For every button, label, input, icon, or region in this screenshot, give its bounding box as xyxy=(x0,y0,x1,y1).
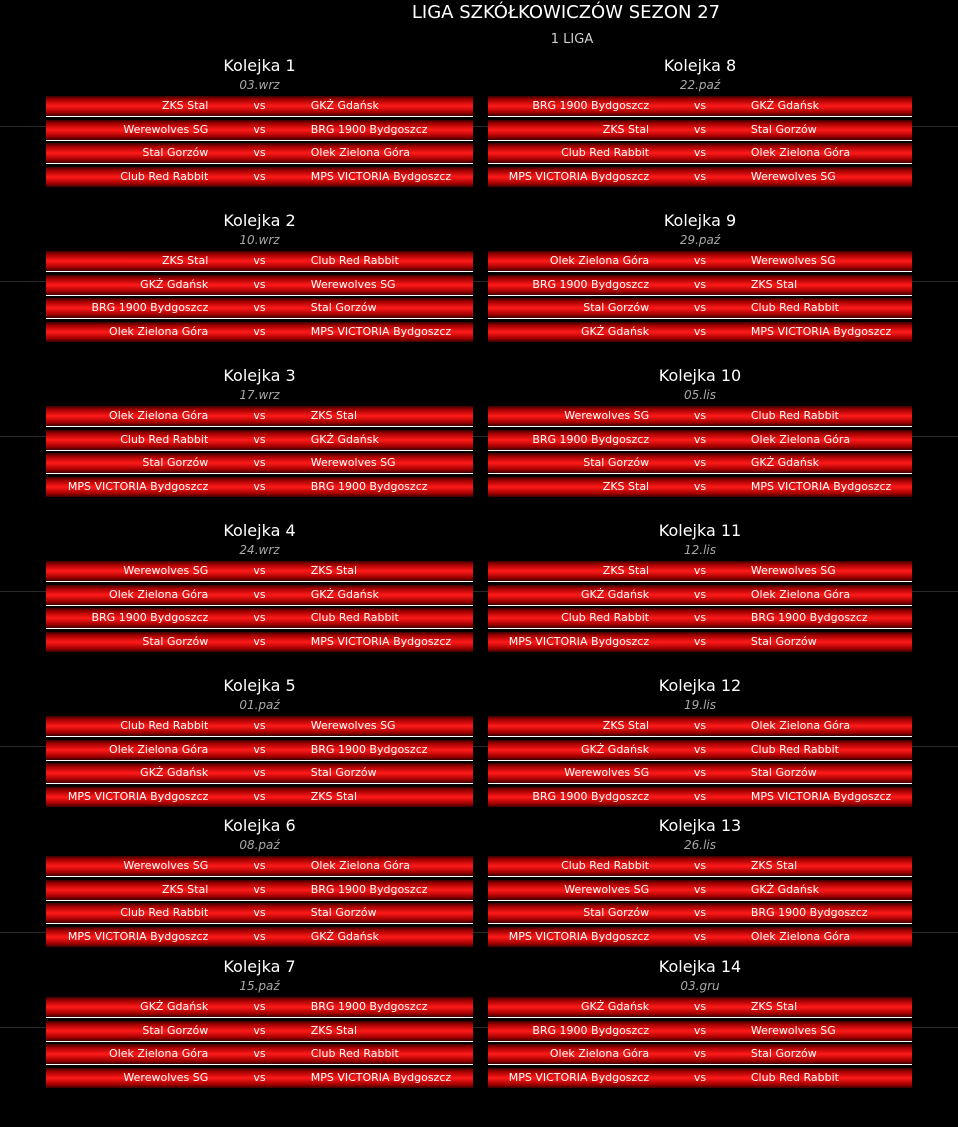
away-team: BRG 1900 Bydgoszcz xyxy=(310,480,428,494)
away-team: Club Red Rabbit xyxy=(750,1071,839,1085)
round-title: Kolejka 14 xyxy=(658,957,742,976)
away-team: Club Red Rabbit xyxy=(310,1047,399,1061)
match-row xyxy=(46,322,473,342)
vs-label: vs xyxy=(693,170,707,184)
round-title: Kolejka 8 xyxy=(663,56,737,75)
away-team: Club Red Rabbit xyxy=(750,301,839,315)
away-team: BRG 1900 Bydgoszcz xyxy=(310,1000,428,1013)
vs-label: vs xyxy=(253,930,266,944)
round-date: 24.wrz xyxy=(239,543,280,557)
round-9 xyxy=(488,211,912,345)
vs-label: vs xyxy=(253,882,266,896)
vs-label: vs xyxy=(253,325,266,339)
vs-label: vs xyxy=(693,906,707,920)
home-team: MPS VICTORIA Bydgoszcz xyxy=(508,1071,650,1085)
match-row xyxy=(46,167,473,187)
home-team: Club Red Rabbit xyxy=(120,906,209,920)
vs-label: vs xyxy=(693,409,707,422)
away-team: Werewolves SG xyxy=(750,1023,836,1037)
round-date: 26.lis xyxy=(683,838,716,852)
match-row xyxy=(46,716,473,737)
home-team: Club Red Rabbit xyxy=(561,859,650,872)
away-team: Werewolves SG xyxy=(750,564,836,577)
home-team: BRG 1900 Bydgoszcz xyxy=(532,99,650,112)
vs-label: vs xyxy=(693,564,707,577)
match-row xyxy=(488,585,912,606)
match-row xyxy=(46,632,473,652)
away-team: Olek Zielona Góra xyxy=(750,587,851,601)
match-row xyxy=(488,251,912,272)
match-row xyxy=(46,406,473,427)
match-row xyxy=(488,740,912,761)
home-team: Club Red Rabbit xyxy=(561,146,650,160)
match-row xyxy=(488,453,912,474)
home-team: Stal Gorzów xyxy=(142,456,209,470)
vs-label: vs xyxy=(253,409,266,422)
vs-label: vs xyxy=(693,882,707,896)
home-team: BRG 1900 Bydgoszcz xyxy=(532,790,650,804)
home-team: ZKS Stal xyxy=(161,254,209,267)
away-team: Olek Zielona Góra xyxy=(750,432,851,446)
away-team: BRG 1900 Bydgoszcz xyxy=(310,122,428,136)
match-row xyxy=(488,561,912,582)
away-team: GKŻ Gdańsk xyxy=(750,99,819,112)
away-team: Werewolves SG xyxy=(750,170,836,184)
vs-label: vs xyxy=(253,170,266,184)
away-team: Club Red Rabbit xyxy=(310,611,399,625)
match-row xyxy=(46,997,473,1018)
round-11 xyxy=(488,521,912,655)
round-title: Kolejka 3 xyxy=(223,366,296,385)
away-team: Werewolves SG xyxy=(310,277,396,291)
round-title: Kolejka 4 xyxy=(223,521,296,540)
vs-label: vs xyxy=(253,432,266,446)
away-team: GKŻ Gdańsk xyxy=(750,882,819,896)
vs-label: vs xyxy=(693,277,707,291)
away-team: Stal Gorzów xyxy=(750,635,817,649)
match-list xyxy=(46,251,473,342)
home-team: ZKS Stal xyxy=(602,480,650,494)
home-team: BRG 1900 Bydgoszcz xyxy=(532,1023,650,1037)
round-title: Kolejka 5 xyxy=(223,676,296,695)
round-date: 10.wrz xyxy=(239,233,280,247)
round-date: 03.gru xyxy=(680,979,720,993)
away-team: GKŻ Gdańsk xyxy=(310,587,379,601)
match-row xyxy=(46,251,473,272)
vs-label: vs xyxy=(253,1047,266,1061)
match-row xyxy=(46,1021,473,1042)
vs-label: vs xyxy=(693,325,707,339)
home-team: ZKS Stal xyxy=(602,564,650,577)
match-row xyxy=(488,143,912,164)
home-team: Olek Zielona Góra xyxy=(109,742,209,756)
home-team: GKŻ Gdańsk xyxy=(581,587,650,601)
home-team: Club Red Rabbit xyxy=(120,432,209,446)
home-team: GKŻ Gdańsk xyxy=(581,325,650,339)
home-team: Club Red Rabbit xyxy=(120,719,209,732)
away-team: GKŻ Gdańsk xyxy=(310,99,379,112)
match-row xyxy=(46,585,473,606)
home-team: ZKS Stal xyxy=(161,882,209,896)
away-team: BRG 1900 Bydgoszcz xyxy=(750,611,868,625)
match-row xyxy=(46,903,473,924)
round-2 xyxy=(46,211,473,345)
vs-label: vs xyxy=(253,766,266,780)
away-team: Club Red Rabbit xyxy=(750,409,839,422)
page-title: LIGA SZKÓŁKOWICZÓW SEZON 27 xyxy=(411,2,721,23)
vs-label: vs xyxy=(253,611,266,625)
round-date: 05.lis xyxy=(683,388,716,402)
vs-label: vs xyxy=(253,254,266,267)
match-row xyxy=(488,903,912,924)
match-row xyxy=(46,856,473,877)
away-team: GKŻ Gdańsk xyxy=(310,432,379,446)
vs-label: vs xyxy=(693,432,707,446)
away-team: MPS VICTORIA Bydgoszcz xyxy=(750,790,892,804)
match-row xyxy=(488,1021,912,1042)
vs-label: vs xyxy=(253,587,266,601)
match-row xyxy=(46,96,473,117)
match-row xyxy=(46,1044,473,1065)
away-team: Stal Gorzów xyxy=(310,766,377,780)
match-row xyxy=(46,740,473,761)
home-team: GKŻ Gdańsk xyxy=(581,742,650,756)
vs-label: vs xyxy=(253,790,266,804)
match-list xyxy=(488,561,912,652)
league-subtitle: 1 LIGA xyxy=(550,32,594,47)
round-title: Kolejka 12 xyxy=(658,676,742,695)
away-team: MPS VICTORIA Bydgoszcz xyxy=(310,325,452,339)
match-row xyxy=(488,322,912,342)
away-team: ZKS Stal xyxy=(310,564,358,577)
home-team: Stal Gorzów xyxy=(583,301,650,315)
away-team: Stal Gorzów xyxy=(310,301,377,315)
match-row xyxy=(488,477,912,497)
home-team: MPS VICTORIA Bydgoszcz xyxy=(508,930,650,944)
away-team: Stal Gorzów xyxy=(750,122,817,136)
match-row xyxy=(488,608,912,629)
vs-label: vs xyxy=(693,587,707,601)
home-team: Werewolves SG xyxy=(564,409,650,422)
away-team: Olek Zielona Góra xyxy=(750,146,851,160)
away-team: Werewolves SG xyxy=(750,254,836,267)
vs-label: vs xyxy=(693,456,707,470)
round-date: 19.lis xyxy=(683,698,716,712)
match-row xyxy=(488,856,912,877)
match-list xyxy=(488,716,912,807)
round-date: 29.paź xyxy=(679,233,721,247)
match-row xyxy=(488,927,912,947)
match-row xyxy=(488,430,912,451)
round-12 xyxy=(488,676,912,810)
home-team: Olek Zielona Góra xyxy=(549,1047,650,1061)
home-team: Olek Zielona Góra xyxy=(109,1047,209,1061)
vs-label: vs xyxy=(693,1000,707,1013)
vs-label: vs xyxy=(693,719,707,732)
vs-label: vs xyxy=(253,1071,266,1085)
match-list xyxy=(46,561,473,652)
vs-label: vs xyxy=(253,635,266,649)
away-team: Olek Zielona Góra xyxy=(750,930,851,944)
away-team: MPS VICTORIA Bydgoszcz xyxy=(310,1071,452,1085)
away-team: BRG 1900 Bydgoszcz xyxy=(750,906,868,920)
match-row xyxy=(46,787,473,807)
round-title: Kolejka 6 xyxy=(223,816,296,835)
home-team: Werewolves SG xyxy=(123,122,209,136)
home-team: Werewolves SG xyxy=(123,564,209,577)
home-team: GKŻ Gdańsk xyxy=(581,1000,650,1013)
vs-label: vs xyxy=(253,564,266,577)
vs-label: vs xyxy=(253,742,266,756)
match-row xyxy=(46,143,473,164)
home-team: ZKS Stal xyxy=(602,122,650,136)
home-team: Club Red Rabbit xyxy=(561,611,650,625)
home-team: Olek Zielona Góra xyxy=(109,409,209,422)
match-list xyxy=(488,406,912,497)
away-team: Stal Gorzów xyxy=(750,1047,817,1061)
away-team: Werewolves SG xyxy=(310,456,396,470)
match-row xyxy=(488,406,912,427)
round-1 xyxy=(46,56,473,190)
vs-label: vs xyxy=(693,480,707,494)
away-team: Werewolves SG xyxy=(310,719,396,732)
home-team: BRG 1900 Bydgoszcz xyxy=(91,611,209,625)
vs-label: vs xyxy=(693,254,707,267)
round-5 xyxy=(46,676,473,810)
away-team: ZKS Stal xyxy=(750,859,798,872)
match-row xyxy=(488,298,912,319)
match-list xyxy=(488,251,912,342)
match-list xyxy=(46,406,473,497)
match-row xyxy=(488,120,912,141)
match-list xyxy=(488,856,912,947)
away-team: Olek Zielona Góra xyxy=(310,859,410,872)
round-10 xyxy=(488,366,912,500)
vs-label: vs xyxy=(253,99,266,112)
match-row xyxy=(46,608,473,629)
home-team: BRG 1900 Bydgoszcz xyxy=(532,277,650,291)
vs-label: vs xyxy=(693,1071,707,1085)
away-team: Olek Zielona Góra xyxy=(750,719,851,732)
round-date: 01.paź xyxy=(239,698,280,712)
match-row xyxy=(46,275,473,296)
match-row xyxy=(488,880,912,901)
vs-label: vs xyxy=(693,301,707,315)
away-team: ZKS Stal xyxy=(750,277,798,291)
home-team: Olek Zielona Góra xyxy=(549,254,650,267)
vs-label: vs xyxy=(253,146,266,160)
home-team: Club Red Rabbit xyxy=(120,170,209,184)
match-list xyxy=(46,997,473,1088)
away-team: BRG 1900 Bydgoszcz xyxy=(310,882,428,896)
round-date: 12.lis xyxy=(683,543,716,557)
round-8 xyxy=(488,56,912,190)
match-row xyxy=(488,716,912,737)
round-date: 03.wrz xyxy=(239,78,280,92)
round-6 xyxy=(46,816,473,950)
home-team: Stal Gorzów xyxy=(583,906,650,920)
match-row xyxy=(488,763,912,784)
round-title: Kolejka 9 xyxy=(663,211,737,230)
round-7 xyxy=(46,957,473,1091)
match-list xyxy=(488,997,912,1088)
match-row xyxy=(46,298,473,319)
round-title: Kolejka 7 xyxy=(223,957,296,976)
vs-label: vs xyxy=(693,930,707,944)
match-row xyxy=(46,1068,473,1088)
vs-label: vs xyxy=(693,1047,707,1061)
vs-label: vs xyxy=(253,719,266,732)
round-date: 17.wrz xyxy=(239,388,280,402)
vs-label: vs xyxy=(693,742,707,756)
home-team: Werewolves SG xyxy=(564,882,650,896)
round-3 xyxy=(46,366,473,500)
match-row xyxy=(488,632,912,652)
home-team: MPS VICTORIA Bydgoszcz xyxy=(67,480,209,494)
home-team: Werewolves SG xyxy=(123,1071,209,1085)
vs-label: vs xyxy=(693,611,707,625)
match-row xyxy=(46,880,473,901)
home-team: Stal Gorzów xyxy=(142,146,209,160)
match-row xyxy=(488,1068,912,1088)
away-team: Stal Gorzów xyxy=(750,766,817,780)
away-team: ZKS Stal xyxy=(750,1000,798,1013)
vs-label: vs xyxy=(693,790,707,804)
vs-label: vs xyxy=(253,301,266,315)
vs-label: vs xyxy=(253,906,266,920)
match-list xyxy=(488,96,912,187)
match-row xyxy=(46,561,473,582)
round-13 xyxy=(488,816,912,950)
home-team: Werewolves SG xyxy=(123,859,209,872)
vs-label: vs xyxy=(693,1023,707,1037)
match-row xyxy=(46,763,473,784)
away-team: MPS VICTORIA Bydgoszcz xyxy=(750,325,892,339)
vs-label: vs xyxy=(253,456,266,470)
away-team: BRG 1900 Bydgoszcz xyxy=(310,742,428,756)
match-row xyxy=(488,167,912,187)
home-team: Olek Zielona Góra xyxy=(109,325,209,339)
home-team: Stal Gorzów xyxy=(583,456,650,470)
vs-label: vs xyxy=(253,480,266,494)
away-team: GKŻ Gdańsk xyxy=(750,456,819,470)
vs-label: vs xyxy=(253,859,266,872)
match-row xyxy=(46,430,473,451)
home-team: ZKS Stal xyxy=(602,719,650,732)
vs-label: vs xyxy=(253,1000,266,1013)
home-team: Stal Gorzów xyxy=(142,1023,209,1037)
match-row xyxy=(46,477,473,497)
round-14 xyxy=(488,957,912,1091)
away-team: Stal Gorzów xyxy=(310,906,377,920)
match-row xyxy=(488,1044,912,1065)
match-row xyxy=(488,275,912,296)
away-team: ZKS Stal xyxy=(310,1023,358,1037)
away-team: ZKS Stal xyxy=(310,409,358,422)
vs-label: vs xyxy=(253,277,266,291)
vs-label: vs xyxy=(253,1023,266,1037)
match-row xyxy=(46,453,473,474)
match-row xyxy=(488,787,912,807)
home-team: BRG 1900 Bydgoszcz xyxy=(91,301,209,315)
round-title: Kolejka 1 xyxy=(223,56,296,75)
home-team: MPS VICTORIA Bydgoszcz xyxy=(508,170,650,184)
vs-label: vs xyxy=(253,122,266,136)
away-team: Olek Zielona Góra xyxy=(310,146,410,160)
match-list xyxy=(46,96,473,187)
match-row xyxy=(488,96,912,117)
away-team: ZKS Stal xyxy=(310,790,358,804)
round-date: 15.paź xyxy=(239,979,280,993)
vs-label: vs xyxy=(693,146,707,160)
round-title: Kolejka 13 xyxy=(658,816,742,835)
away-team: MPS VICTORIA Bydgoszcz xyxy=(310,170,452,184)
round-title: Kolejka 2 xyxy=(223,211,296,230)
vs-label: vs xyxy=(693,635,707,649)
match-row xyxy=(46,120,473,141)
match-row xyxy=(46,927,473,947)
round-date: 22.paź xyxy=(679,78,721,92)
match-list xyxy=(46,856,473,947)
home-team: GKŻ Gdańsk xyxy=(140,1000,209,1013)
home-team: Olek Zielona Góra xyxy=(109,587,209,601)
vs-label: vs xyxy=(693,766,707,780)
away-team: Club Red Rabbit xyxy=(750,742,839,756)
home-team: GKŻ Gdańsk xyxy=(140,277,209,291)
away-team: Club Red Rabbit xyxy=(310,254,399,267)
round-4 xyxy=(46,521,473,655)
match-list xyxy=(46,716,473,807)
home-team: GKŻ Gdańsk xyxy=(140,766,209,780)
away-team: MPS VICTORIA Bydgoszcz xyxy=(750,480,892,494)
home-team: MPS VICTORIA Bydgoszcz xyxy=(508,635,650,649)
match-row xyxy=(488,997,912,1018)
away-team: MPS VICTORIA Bydgoszcz xyxy=(310,635,452,649)
vs-label: vs xyxy=(693,122,707,136)
home-team: MPS VICTORIA Bydgoszcz xyxy=(67,930,209,944)
away-team: GKŻ Gdańsk xyxy=(310,930,379,944)
round-title: Kolejka 11 xyxy=(658,521,742,540)
vs-label: vs xyxy=(693,99,707,112)
home-team: MPS VICTORIA Bydgoszcz xyxy=(67,790,209,804)
round-title: Kolejka 10 xyxy=(658,366,742,385)
round-date: 08.paź xyxy=(239,838,280,852)
home-team: Werewolves SG xyxy=(564,766,650,780)
home-team: BRG 1900 Bydgoszcz xyxy=(532,432,650,446)
home-team: Stal Gorzów xyxy=(142,635,209,649)
vs-label: vs xyxy=(693,859,707,872)
home-team: ZKS Stal xyxy=(161,99,209,112)
